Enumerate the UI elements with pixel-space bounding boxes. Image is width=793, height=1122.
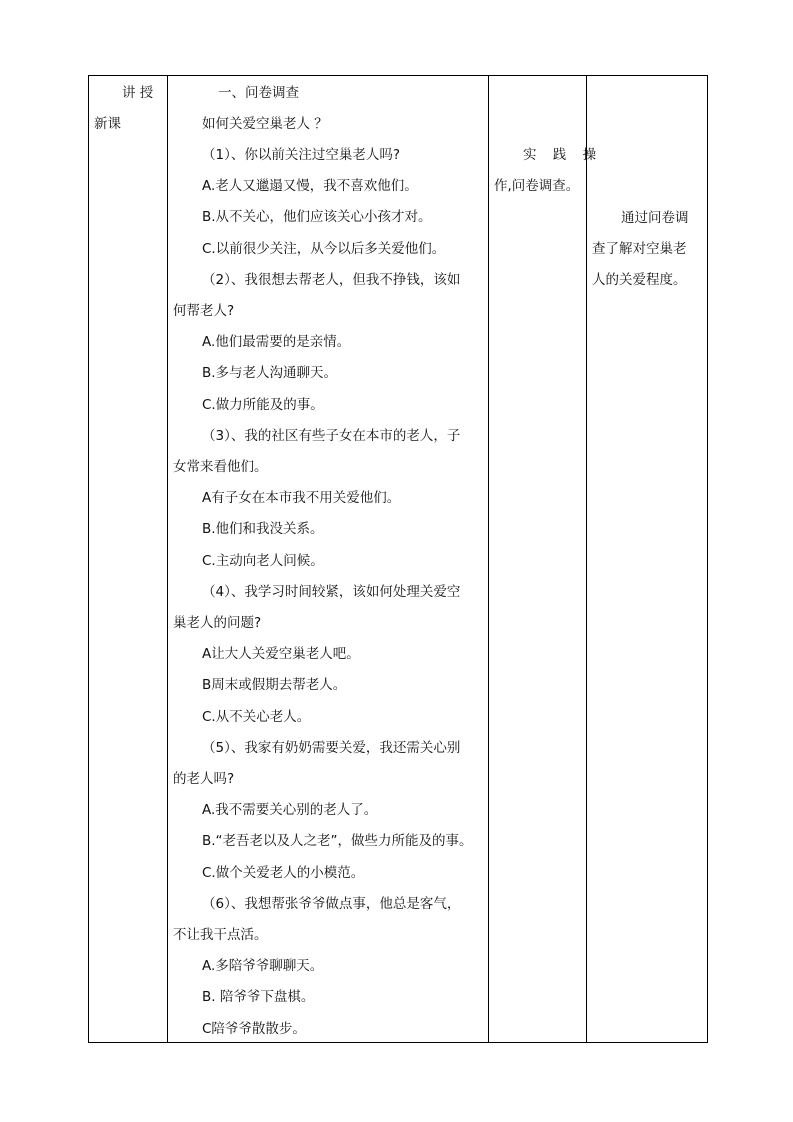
intent-line-1: 通过问卷调	[621, 210, 689, 226]
activity-line-1: 实 践 操	[523, 147, 603, 163]
questionnaire-line: A.老人又邋遢又慢，我不喜欢他们。	[202, 178, 418, 195]
stage-label-line-1: 讲 授	[122, 85, 154, 101]
questionnaire-line: A.他们最需要的是亲情。	[202, 334, 351, 351]
questionnaire-line: （1）、你以前关注过空巢老人吗?	[202, 147, 401, 163]
questionnaire-line: B. 陪爷爷下盘棋。	[202, 989, 315, 1006]
questionnaire-line: C.做力所能及的事。	[202, 396, 324, 413]
section-subheading: 如何关爱空巢老人 ？	[202, 116, 328, 132]
table-row	[89, 76, 708, 1043]
questionnaire-line: 不让我干点活。	[173, 927, 268, 943]
questionnaire-line: A.我不需要关心别的老人了。	[202, 802, 378, 819]
questionnaire-line: （5）、我家有奶奶需要关爱，我还需关心别	[202, 739, 461, 756]
questionnaire-line: A让大人关爱空巢老人吧。	[202, 646, 360, 663]
stage-label-line-2: 新课	[94, 116, 121, 132]
questionnaire-line: B.他们和我没关系。	[202, 521, 324, 538]
questionnaire-line: C.做个关爱老人的小模范。	[202, 864, 365, 881]
teaching-stage-cell	[89, 76, 168, 1043]
questionnaire-line: B周末或假期去帮老人。	[202, 677, 347, 694]
questionnaire-line: （3）、我的社区有些子女在本市的老人，子	[202, 427, 461, 444]
activity-line-2: 作,问卷调查。	[494, 178, 580, 194]
questionnaire-line: A有子女在本市我不用关爱他们。	[202, 490, 401, 507]
design-intent-cell	[587, 76, 708, 1043]
section-heading: 一、问卷调查	[218, 85, 299, 101]
student-activity-cell	[489, 76, 603, 1043]
questionnaire-line: （2）、我很想去帮老人，但我不挣钱，该如	[202, 271, 461, 288]
questionnaire-line: （4）、我学习时间较紧，该如何处理关爱空	[202, 583, 461, 600]
questionnaire-line: B.从不关心，他们应该关心小孩才对。	[202, 209, 432, 226]
questionnaire-line: A.多陪爷爷聊聊天。	[202, 958, 324, 975]
questionnaire-line: 的老人吗?	[173, 771, 235, 787]
questionnaire-line: C.以前很少关注，从今以后多关爱他们。	[202, 240, 446, 257]
intent-line-3: 人的关爱程度。	[592, 272, 687, 288]
questionnaire-line: C.主动向老人问候。	[202, 552, 324, 569]
questionnaire-line: C.从不关心老人。	[202, 708, 311, 725]
questionnaire-line: 女常来看他们。	[173, 459, 268, 475]
intent-line-2: 查了解对空巢老	[592, 241, 687, 257]
teaching-content-cell	[168, 76, 489, 1043]
questionnaire-line: （6）、我想帮张爷爷做点事，他总是客气，	[202, 895, 461, 912]
questionnaire-line: 何帮老人?	[173, 303, 235, 319]
questionnaire-line: B.多与老人沟通聊天。	[202, 365, 338, 382]
lesson-plan-table	[88, 75, 708, 1043]
questionnaire-line: 巢老人的问题?	[173, 615, 262, 631]
questionnaire-line: C陪爷爷散散步。	[202, 1020, 306, 1037]
questionnaire-line: B.“老吾老以及人之老”，做些力所能及的事。	[202, 833, 473, 850]
